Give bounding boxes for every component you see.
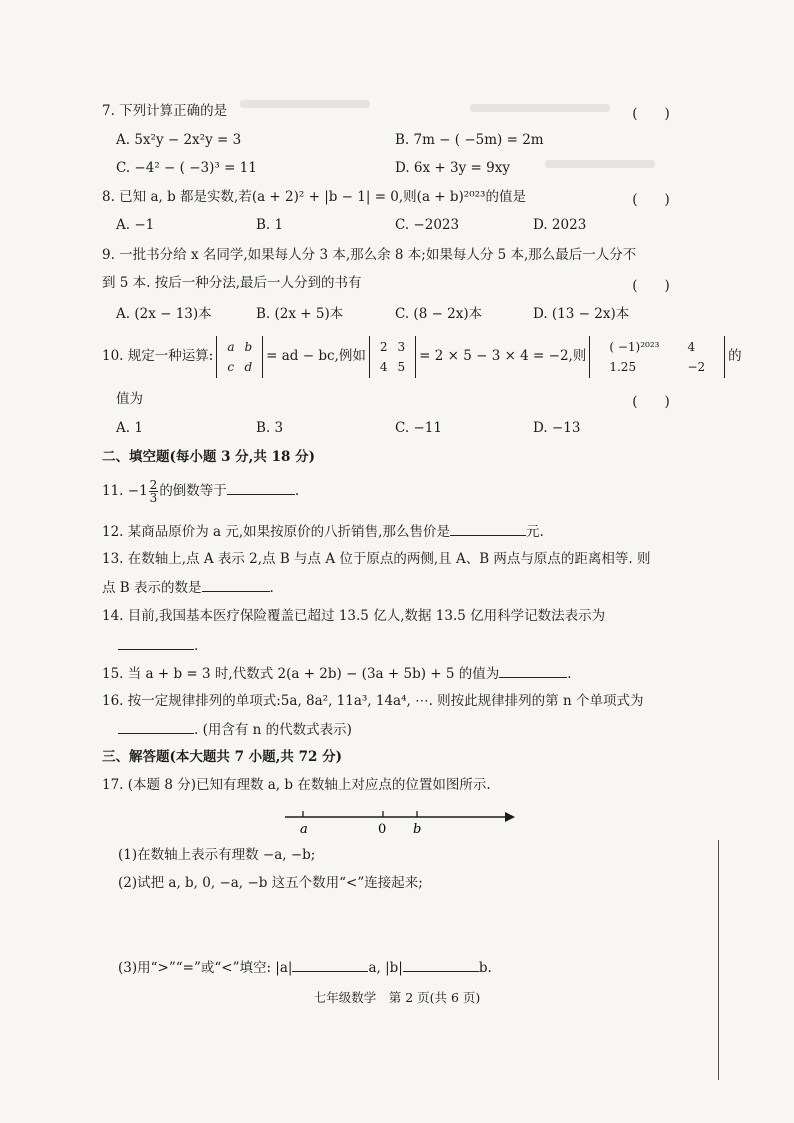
q14-line2 [118, 636, 198, 655]
q14-line1: 14. 目前,我国基本医疗保险覆盖已超过 13.5 亿人,数据 13.5 亿用科学记数法表示为 [102, 608, 606, 624]
q9-stem-line2: 到 5 本. 按后一种分法,最后一人分到的书有 [102, 275, 362, 291]
q10-option-b: B. 3 [256, 420, 284, 436]
q16-post: . (用含有 n 的代数式表示) [194, 722, 352, 738]
q7-option-a: A. 5x²y − 2x²y = 3 [116, 132, 242, 148]
q11-pre: 11. −1 [102, 483, 148, 499]
q10-mid1: = ad − bc,例如 [266, 348, 366, 364]
det-cell: b [244, 339, 253, 354]
q9-answer-paren[interactable]: ( ) [632, 278, 670, 294]
q10-option-d: D. −13 [533, 420, 581, 436]
q10-option-c: C. −11 [395, 420, 442, 436]
det-cell: d [244, 359, 253, 374]
q11-answer-blank[interactable] [227, 481, 295, 495]
q17-part3 [118, 958, 492, 977]
q17-part1: (1)在数轴上表示有理数 −a, −b; [118, 847, 316, 863]
scan-edge-line [718, 840, 719, 1080]
q17-part3-pre: (3)用“>”“=”或“<”填空: |a| [118, 960, 293, 976]
q15 [102, 664, 572, 683]
q10-pre: 10. 规定一种运算: [102, 348, 214, 364]
determinant-example [369, 336, 416, 378]
label-b: b [413, 822, 422, 837]
q11 [102, 476, 299, 506]
q13-answer-blank[interactable] [202, 578, 270, 592]
q9-option-c: C. (8 − 2x)本 [395, 306, 483, 322]
q16-line2 [118, 720, 352, 739]
q15-pre: 15. 当 a + b = 3 时,代数式 2(a + 2b) − (3a + 5b) + 5 的值为 [102, 666, 500, 682]
q11-fraction [149, 479, 159, 504]
det-cell: c [227, 359, 235, 374]
q12-pre: 12. 某商品原价为 a 元,如果按原价的八折销售,那么售价是 [102, 524, 450, 540]
q9-option-b: B. (2x + 5)本 [256, 306, 344, 322]
q13-pre: 点 B 表示的数是 [102, 580, 202, 596]
q9-option-d: D. (13 − 2x)本 [533, 306, 630, 322]
det-cell: ( −1)²⁰²³ [609, 339, 660, 354]
q9-stem-line1: 9. 一批书分给 x 名同学,如果每人分 3 本,那么余 8 本;如果每人分 5 本,那么最后一人分不 [102, 247, 637, 263]
section-2-heading: 二、填空题(每小题 3 分,共 18 分) [102, 449, 315, 465]
q17-part3-end: b. [478, 960, 492, 976]
scan-noise [240, 100, 370, 108]
q8-answer-paren[interactable]: ( ) [632, 192, 670, 208]
q12 [102, 522, 544, 541]
q8-option-c: C. −2023 [395, 217, 460, 233]
q7-option-d: D. 6x + 3y = 9xy [395, 160, 510, 176]
q9-option-a: A. (2x − 13)本 [116, 306, 212, 322]
label-zero: 0 [378, 822, 387, 837]
fraction-numerator: 2 [149, 478, 158, 492]
det-cell: 1.25 [609, 359, 637, 374]
determinant-question [589, 336, 725, 378]
q10-option-a: A. 1 [116, 420, 143, 436]
det-cell: a [227, 339, 235, 354]
q7-stem: 7. 下列计算正确的是 [102, 103, 228, 119]
det-cell: 2 [379, 339, 388, 354]
scan-noise [470, 104, 610, 112]
det-cell: 5 [397, 359, 406, 374]
scan-noise [545, 160, 655, 168]
q16-line1: 16. 按一定规律排列的单项式:5a, 8a², 11a³, 14a⁴, ⋯. 则按此规律排列的第 n 个单项式为 [102, 693, 644, 709]
page-footer: 七年级数学 第 2 页(共 6 页) [313, 990, 481, 1005]
q15-answer-blank[interactable] [499, 664, 567, 678]
q13-end: . [269, 580, 274, 596]
q10-answer-paren[interactable]: ( ) [632, 394, 670, 410]
q10-stem-line2: 值为 [116, 391, 143, 407]
q14-answer-blank[interactable] [118, 636, 194, 650]
q14-end: . [194, 638, 199, 654]
q7-answer-paren[interactable]: ( ) [632, 106, 670, 122]
fraction-denominator: 3 [149, 491, 158, 505]
det-cell: 4 [687, 339, 696, 354]
det-cell: 3 [397, 339, 406, 354]
det-cell: −2 [687, 359, 706, 374]
q10-post: 的 [728, 348, 742, 364]
q17-blank-1[interactable] [292, 958, 368, 972]
q17-blank-2[interactable] [403, 958, 479, 972]
label-a: a [300, 822, 308, 837]
q17-part3-mid: a, |b| [368, 960, 403, 976]
q8-option-d: D. 2023 [533, 217, 587, 233]
q10-mid2: = 2 × 5 − 3 × 4 = −2,则 [419, 348, 587, 364]
q13-line2 [102, 578, 274, 597]
number-line-figure [280, 800, 520, 840]
q12-end: 元. [525, 524, 544, 540]
q10-stem [102, 334, 742, 378]
q16-answer-blank[interactable] [118, 720, 194, 734]
q12-answer-blank[interactable] [450, 522, 526, 536]
q13-line1: 13. 在数轴上,点 A 表示 2,点 B 与点 A 位于原点的两侧,且 A、B 两点与原点的距离相等. 则 [102, 551, 651, 567]
q7-option-c: C. −4² − ( −3)³ = 11 [116, 160, 257, 176]
q15-end: . [567, 666, 572, 682]
determinant-definition [216, 336, 263, 378]
q8-stem: 8. 已知 a, b 都是实数,若(a + 2)² + |b − 1| = 0,则(a + b)²⁰²³的值是 [102, 189, 526, 205]
q11-post: 的倒数等于 [159, 483, 227, 499]
q8-option-a: A. −1 [116, 217, 155, 233]
q8-option-b: B. 1 [256, 217, 284, 233]
arrow-icon [505, 812, 515, 822]
section-3-heading: 三、解答题(本大题共 7 小题,共 72 分) [102, 749, 342, 765]
q7-option-b: B. 7m − ( −5m) = 2m [395, 132, 544, 148]
q17-part2: (2)试把 a, b, 0, −a, −b 这五个数用“<”连接起来; [118, 875, 423, 891]
det-cell: 4 [379, 359, 388, 374]
q17-stem: 17. (本题 8 分)已知有理数 a, b 在数轴上对应点的位置如图所示. [102, 777, 491, 793]
q11-end: . [294, 483, 300, 499]
